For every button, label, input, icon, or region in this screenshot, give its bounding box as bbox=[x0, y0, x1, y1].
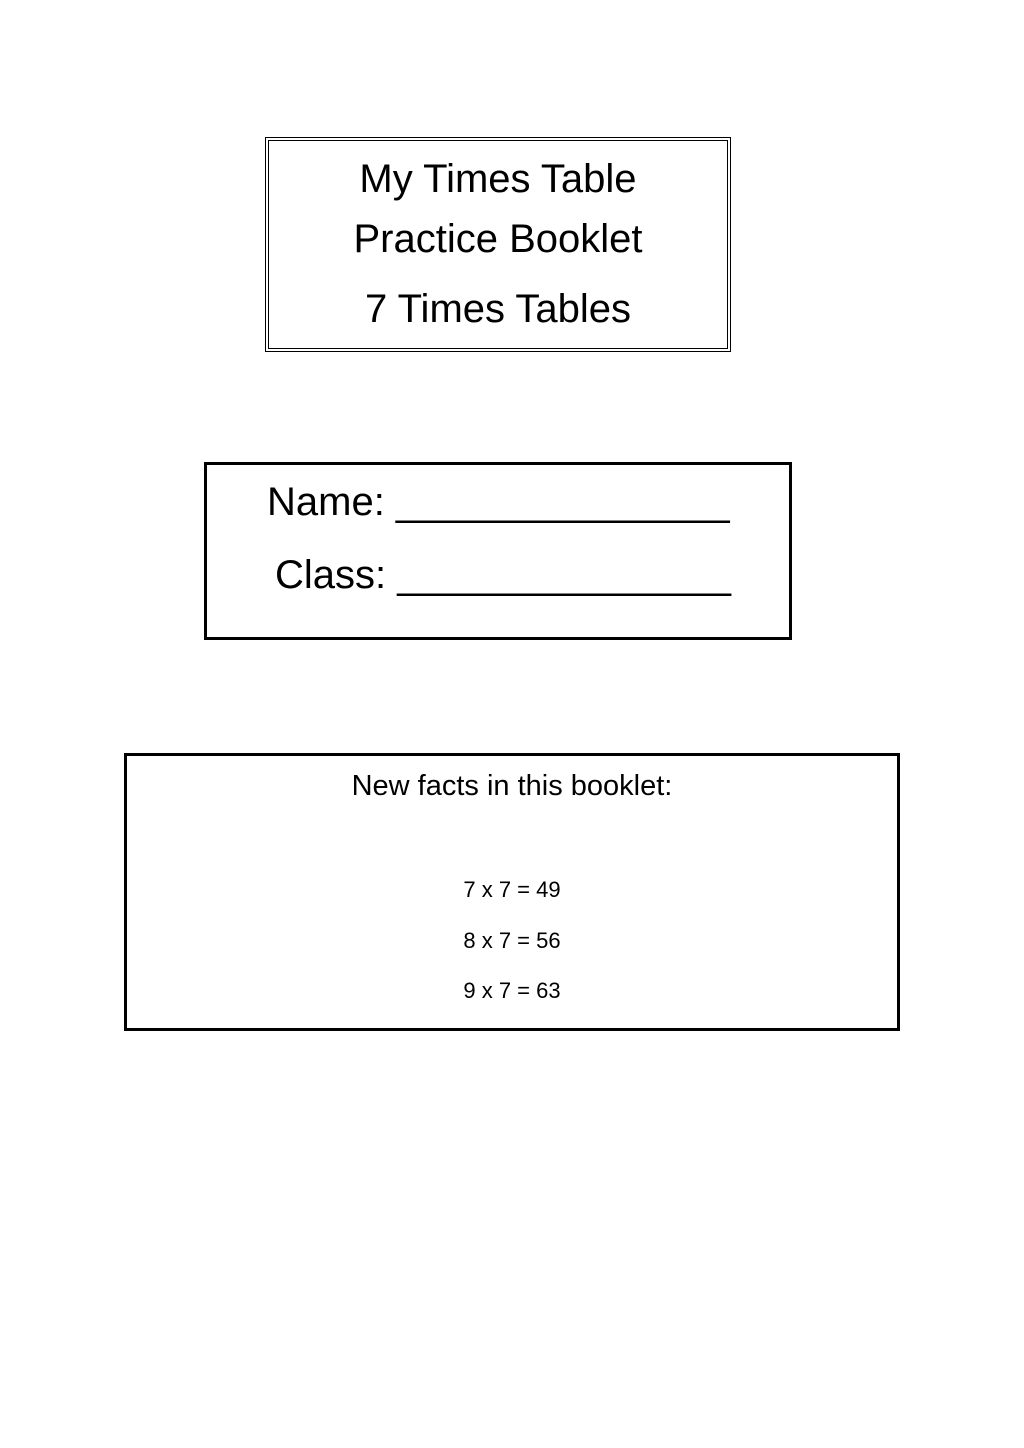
fact-item: 8 x 7 = 56 bbox=[463, 928, 561, 953]
new-facts-box bbox=[124, 753, 900, 1031]
student-details-box bbox=[204, 462, 792, 640]
fact-item: 7 x 7 = 49 bbox=[463, 877, 561, 902]
booklet-title-line-2: Practice Booklet bbox=[353, 217, 643, 261]
fact-item: 9 x 7 = 63 bbox=[463, 978, 561, 1003]
booklet-subtitle: 7 Times Tables bbox=[364, 287, 632, 331]
name-field: Name: _______________ bbox=[267, 480, 730, 524]
class-field: Class: _______________ bbox=[275, 553, 731, 597]
booklet-title-box bbox=[265, 137, 731, 352]
new-facts-heading: New facts in this booklet: bbox=[351, 770, 673, 802]
booklet-title-line-1: My Times Table bbox=[359, 157, 637, 201]
booklet-title-inner-border bbox=[268, 140, 728, 349]
